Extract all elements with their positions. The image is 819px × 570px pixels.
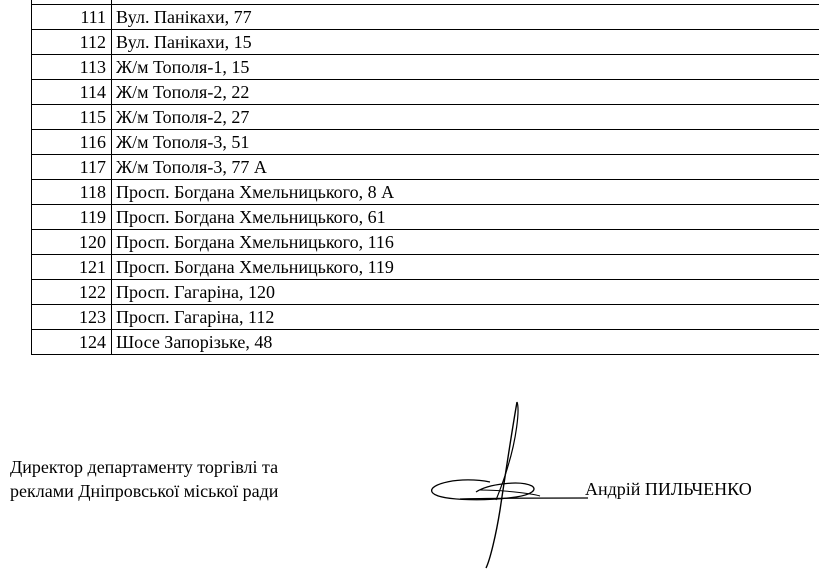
table-row xyxy=(32,130,819,155)
row-number: 111 xyxy=(32,5,112,30)
table-row xyxy=(32,180,819,205)
row-address: Ж/м Тополя-1, 15 xyxy=(112,55,819,80)
table-row xyxy=(32,330,819,355)
row-address: Ж/м Тополя-2, 27 xyxy=(112,105,819,130)
table-row xyxy=(32,80,819,105)
row-number: 120 xyxy=(32,230,112,255)
row-number: 124 xyxy=(32,330,112,355)
address-table-body xyxy=(32,0,819,355)
row-address: Ж/м Тополя-3, 51 xyxy=(112,130,819,155)
address-table xyxy=(31,0,819,355)
position-line-2: реклами Дніпровської міської ради xyxy=(10,479,278,503)
row-number: 116 xyxy=(32,130,112,155)
row-address: Просп. Богдана Хмельницького, 61 xyxy=(112,205,819,230)
row-address: Вул. Панікахи, 15 xyxy=(112,30,819,55)
table-row xyxy=(32,105,819,130)
row-number: 115 xyxy=(32,105,112,130)
row-address: Ж/м Тополя-2, 22 xyxy=(112,80,819,105)
table-row xyxy=(32,205,819,230)
signer-name: Андрій ПИЛЬЧЕНКО xyxy=(585,479,752,500)
row-number: 112 xyxy=(32,30,112,55)
row-number: 123 xyxy=(32,305,112,330)
table-row xyxy=(32,155,819,180)
row-number: 118 xyxy=(32,180,112,205)
row-number: 121 xyxy=(32,255,112,280)
signature-position xyxy=(10,455,278,503)
row-address: Ж/м Тополя-3, 77 А xyxy=(112,155,819,180)
row-address: Просп. Богдана Хмельницького, 116 xyxy=(112,230,819,255)
row-address: Просп. Гагаріна, 120 xyxy=(112,280,819,305)
table-row xyxy=(32,280,819,305)
table-row xyxy=(32,55,819,80)
table-row xyxy=(32,255,819,280)
row-address: Просп. Богдана Хмельницького, 119 xyxy=(112,255,819,280)
row-address: Вул. Панікахи, 77 xyxy=(112,5,819,30)
table-row xyxy=(32,5,819,30)
row-number: 122 xyxy=(32,280,112,305)
row-address: Просп. Богдана Хмельницького, 8 А xyxy=(112,180,819,205)
row-address: Шосе Запорізьке, 48 xyxy=(112,330,819,355)
row-number: 119 xyxy=(32,205,112,230)
row-address: Просп. Гагаріна, 112 xyxy=(112,305,819,330)
table-row xyxy=(32,305,819,330)
position-line-1: Директор департаменту торгівлі та xyxy=(10,455,278,479)
table-row xyxy=(32,230,819,255)
row-number: 114 xyxy=(32,80,112,105)
table-row xyxy=(32,30,819,55)
row-number: 113 xyxy=(32,55,112,80)
row-number: 117 xyxy=(32,155,112,180)
